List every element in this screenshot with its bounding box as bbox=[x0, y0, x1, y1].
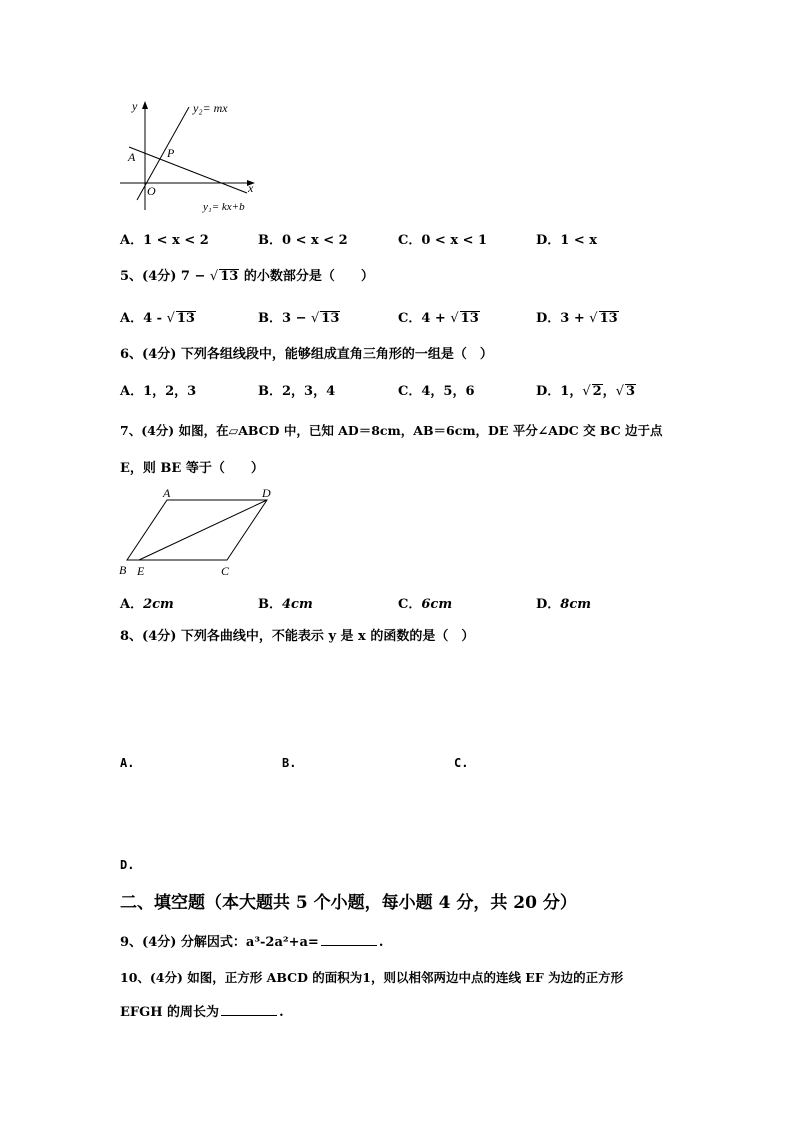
point-p-label: P bbox=[167, 146, 175, 160]
q9-stem: 9、(4分) 分解因式：a³-2a²+a= . bbox=[120, 935, 384, 950]
q6-option-d: D．1，√ 2，√ 3 bbox=[536, 384, 636, 399]
vertex-b-label: B bbox=[119, 563, 127, 577]
q5-option-c: C．4 + √ 13 bbox=[398, 311, 479, 326]
q7-stem-line1: 7、(4分) 如图，在▱ABCD 中，已知 AD＝8cm，AB＝6cm，DE 平分∠ADC 交 BC 边于点 bbox=[120, 423, 663, 438]
y-axis-arrow bbox=[142, 101, 148, 109]
q4-option-a: A．1 < x < 2 bbox=[120, 233, 209, 248]
q6-option-a: A．1，2，3 bbox=[120, 384, 197, 399]
origin-label: O bbox=[147, 184, 156, 198]
x-axis-label: x bbox=[248, 181, 254, 195]
q5-option-d: D．3 + √ 13 bbox=[536, 311, 618, 326]
q7-option-c: C．6cm bbox=[398, 597, 453, 612]
section-2-heading: 二、填空题（本大题共 5 个小题，每小题 4 分，共 20 分） bbox=[120, 893, 577, 913]
q7-option-a: A．2cm bbox=[120, 597, 174, 612]
q8-option-a: A. bbox=[120, 756, 135, 770]
q4-option-c: C．0 < x < 1 bbox=[398, 233, 488, 248]
y-axis-label: y bbox=[132, 99, 138, 113]
q9-answer-blank[interactable] bbox=[321, 935, 377, 946]
q10-stem-line2: EFGH 的周长为 . bbox=[120, 1005, 284, 1020]
q6-option-c: C．4，5，6 bbox=[398, 384, 475, 399]
q8-stem: 8、(4分) 下列各曲线中，不能表示 y 是 x 的函数的是（ ） bbox=[120, 629, 475, 644]
vertex-d-label: D bbox=[262, 486, 271, 500]
vertex-a-label: A bbox=[163, 486, 171, 500]
q5-option-b: B．3 − √ 13 bbox=[258, 311, 340, 326]
vertex-c-label: C bbox=[221, 564, 230, 578]
point-a-label: A bbox=[128, 150, 136, 164]
q7-stem-line2: E，则 BE 等于（ ） bbox=[120, 461, 264, 476]
q4-option-b: B．0 < x < 2 bbox=[258, 233, 348, 248]
line-y1-label: y₁= kx+b bbox=[203, 201, 245, 213]
q5-stem: 5、(4分) 7 − √ 13 的小数部分是（ ） bbox=[120, 269, 374, 284]
q10-stem-line1: 10、(4分) 如图，正方形 ABCD 的面积为1，则以相邻两边中点的连线 EF 为边的正方形 bbox=[120, 970, 624, 985]
parallelogram-abcd bbox=[127, 500, 267, 560]
q4-option-d: D．1 < x bbox=[536, 233, 598, 248]
q8-option-d: D. bbox=[120, 858, 135, 872]
q8-option-b: B. bbox=[282, 756, 297, 770]
point-e-label: E bbox=[137, 564, 145, 578]
q6-option-b: B．2，3，4 bbox=[258, 384, 336, 399]
q7-option-b: B．4cm bbox=[258, 597, 313, 612]
line-y2-label: y₂= mx bbox=[193, 101, 228, 115]
q7-option-d: D．8cm bbox=[536, 597, 591, 612]
sqrt-sign: √ bbox=[209, 269, 219, 284]
q4-figure bbox=[115, 95, 265, 220]
segment-de bbox=[139, 500, 267, 560]
q8-option-c: C. bbox=[454, 756, 469, 770]
q5-option-a: A．4 - √ 13 bbox=[120, 311, 195, 326]
q6-stem: 6、(4分) 下列各组线段中，能够组成直角三角形的一组是（ ） bbox=[120, 347, 493, 362]
q10-answer-blank[interactable] bbox=[221, 1005, 277, 1016]
q7-parallelogram-figure bbox=[115, 485, 285, 580]
